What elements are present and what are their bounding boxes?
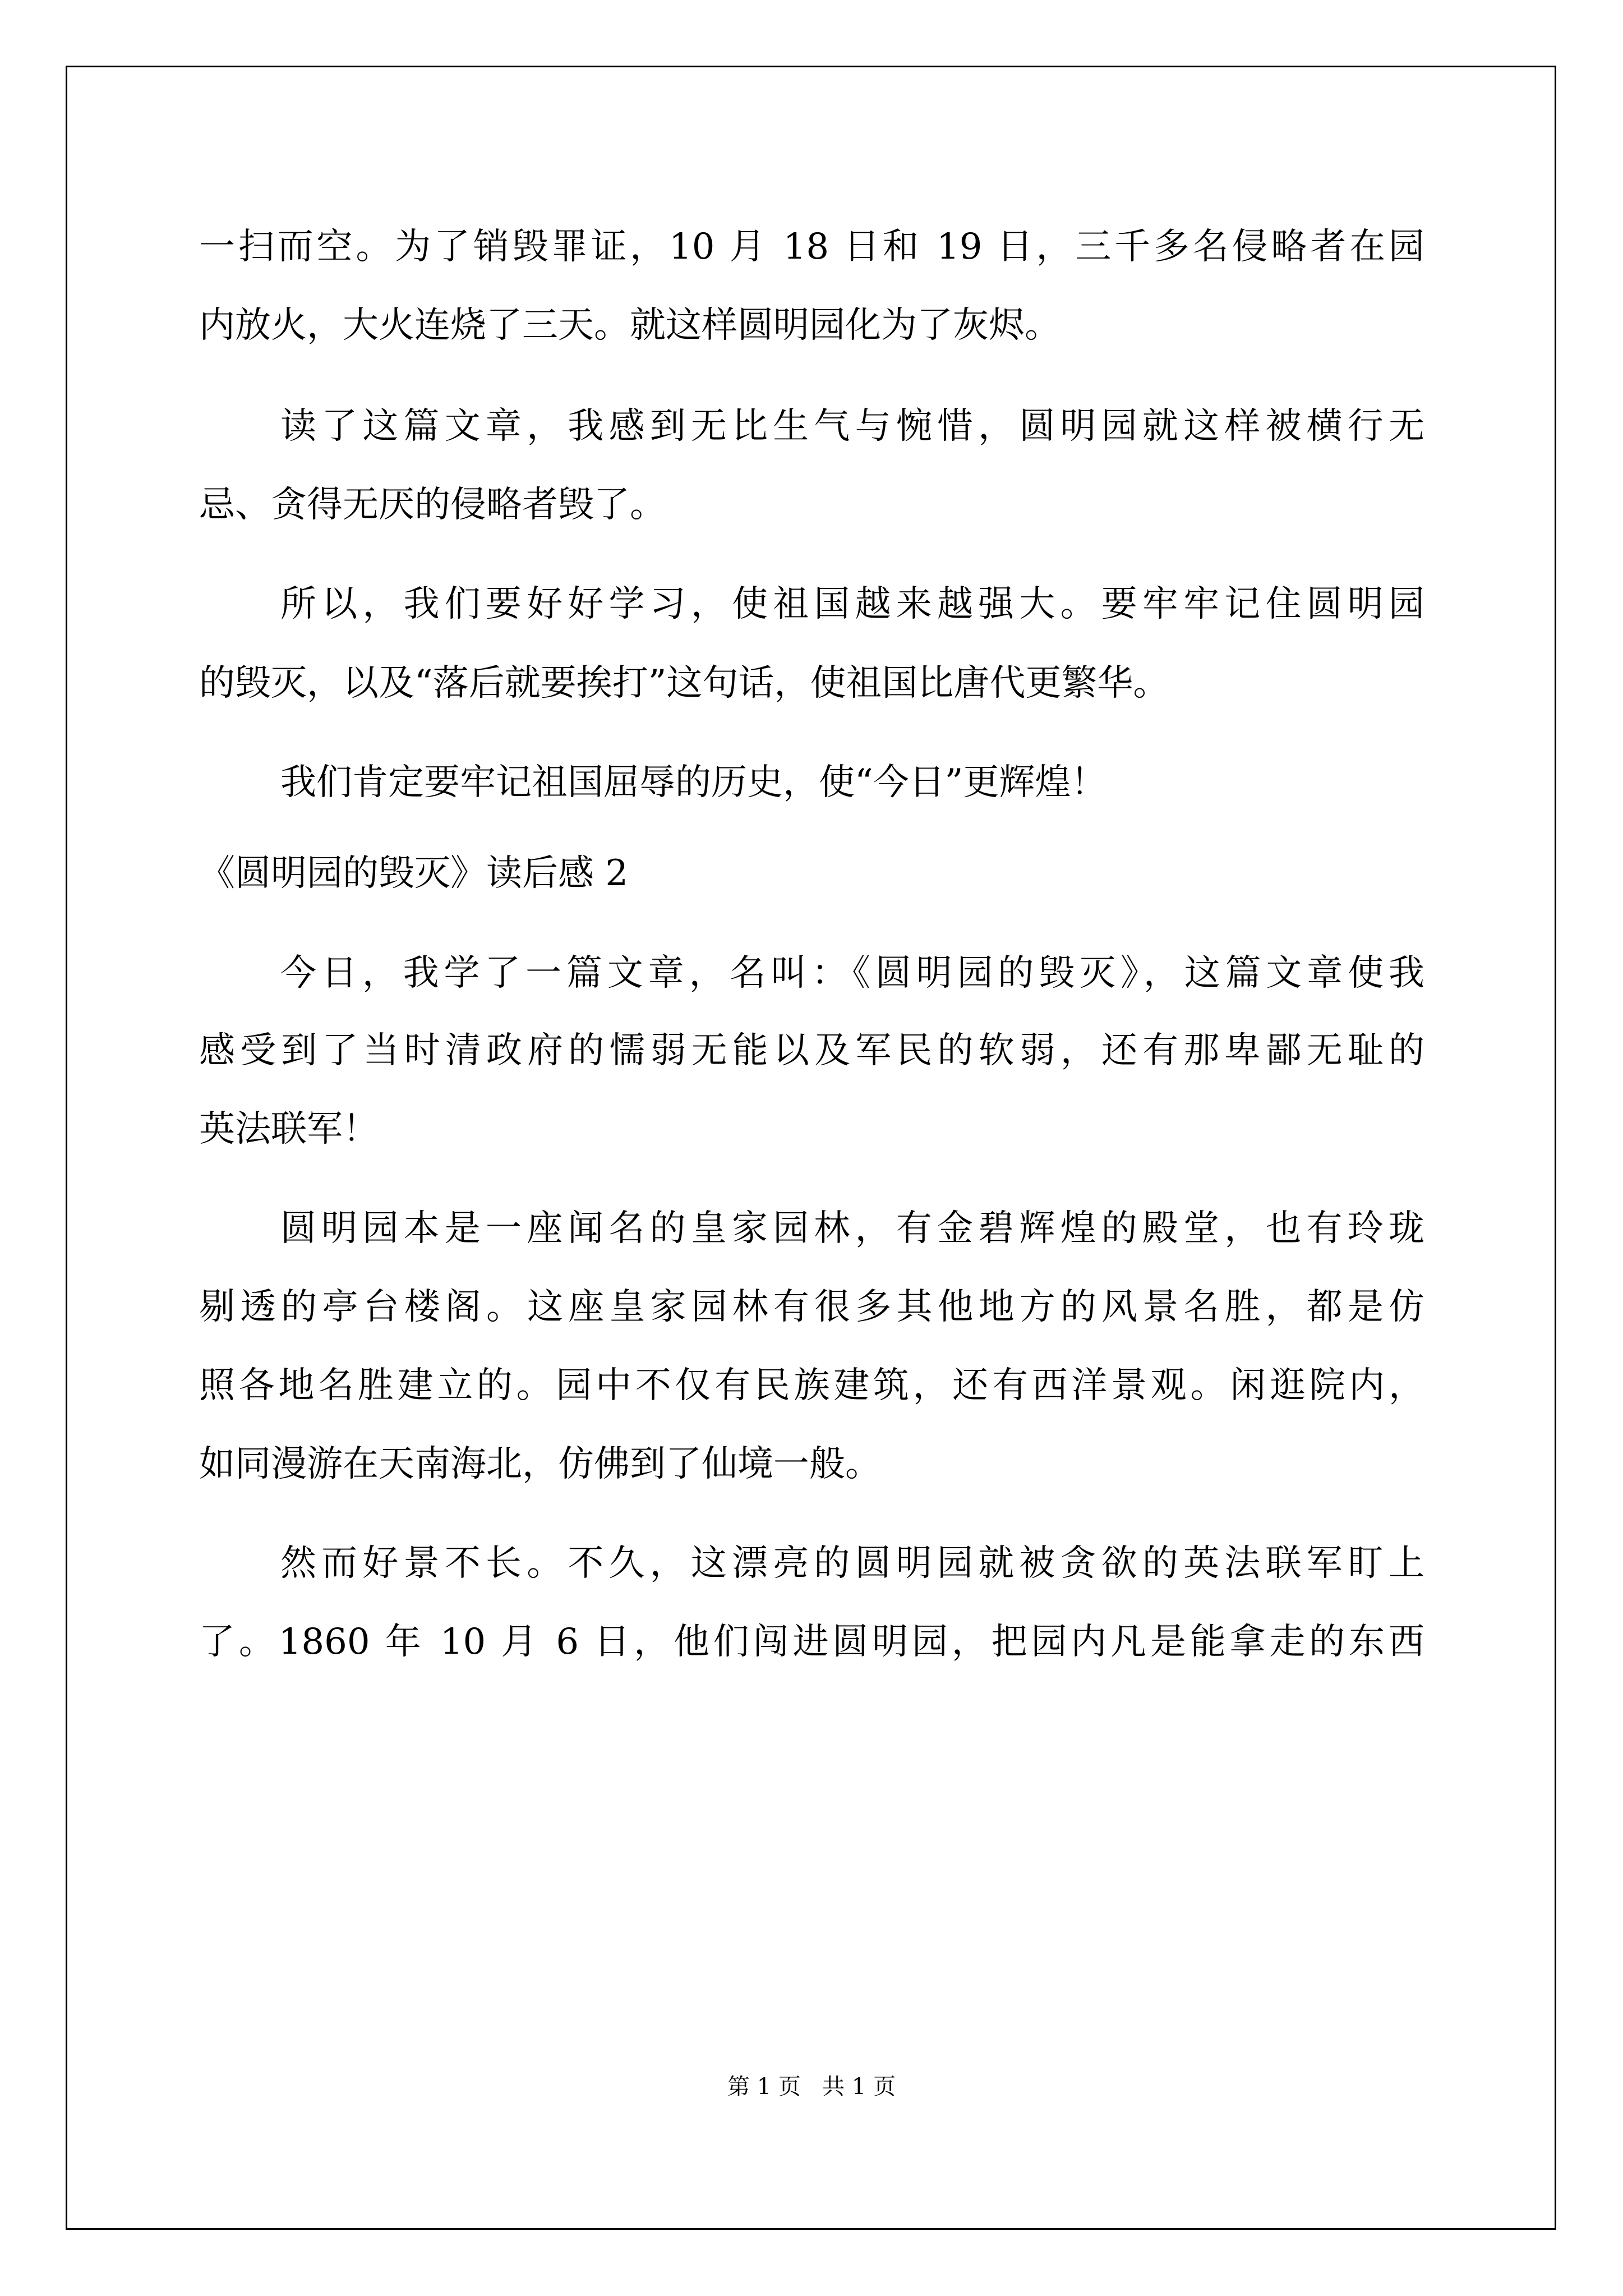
body-line-1: 一扫而空。为了销毁罪证，10 月 18 日和 19 日，三千多名侵略者在园 — [199, 226, 1424, 268]
body-line-11: 英法联军！ — [199, 1108, 379, 1150]
body-line-16: 然而好景不长。不久，这漂亮的圆明园就被贪欲的英法联军盯上 — [280, 1543, 1424, 1584]
body-line-7: 我们肯定要牢记祖国屈辱的历史，使“今日”更辉煌！ — [280, 762, 1107, 803]
body-line-13: 剔透的亭台楼阁。这座皇家园林有很多其他地方的风景名胜，都是仿 — [199, 1286, 1424, 1328]
body-line-9: 今日，我学了一篇文章，名叫：《圆明园的毁灭》，这篇文章使我 — [280, 953, 1424, 994]
body-line-5: 所以，我们要好好学习，使祖国越来越强大。要牢牢记住圆明园 — [280, 583, 1424, 625]
body-line-15: 如同漫游在天南海北，仿佛到了仙境一般。 — [199, 1443, 881, 1485]
body-line-10: 感受到了当时清政府的懦弱无能以及军民的软弱，还有那卑鄙无耻的 — [199, 1030, 1424, 1071]
page-footer: 第 1 页 共 1 页 — [727, 2074, 896, 2100]
body-line-6: 的毁灭，以及“落后就要挨打”这句话，使祖国比唐代更繁华。 — [199, 662, 1169, 704]
section-heading: 《圆明园的毁灭》读后感 2 — [199, 853, 629, 894]
body-line-4: 忌、贪得无厌的侵略者毁了。 — [199, 484, 666, 526]
body-line-3: 读了这篇文章，我感到无比生气与惋惜，圆明园就这样被横行无 — [280, 406, 1424, 447]
body-line-17: 了。1860 年 10 月 6 日，他们闯进圆明园，把园内凡是能拿走的东西 — [199, 1621, 1424, 1663]
body-line-2: 内放火，大火连烧了三天。就这样圆明园化为了灰烬。 — [199, 305, 1061, 346]
body-line-12: 圆明园本是一座闻名的皇家园林，有金碧辉煌的殿堂，也有玲珑 — [280, 1208, 1424, 1249]
body-line-14: 照各地名胜建立的。园中不仅有民族建筑，还有西洋景观。闲逛院内， — [199, 1365, 1424, 1406]
